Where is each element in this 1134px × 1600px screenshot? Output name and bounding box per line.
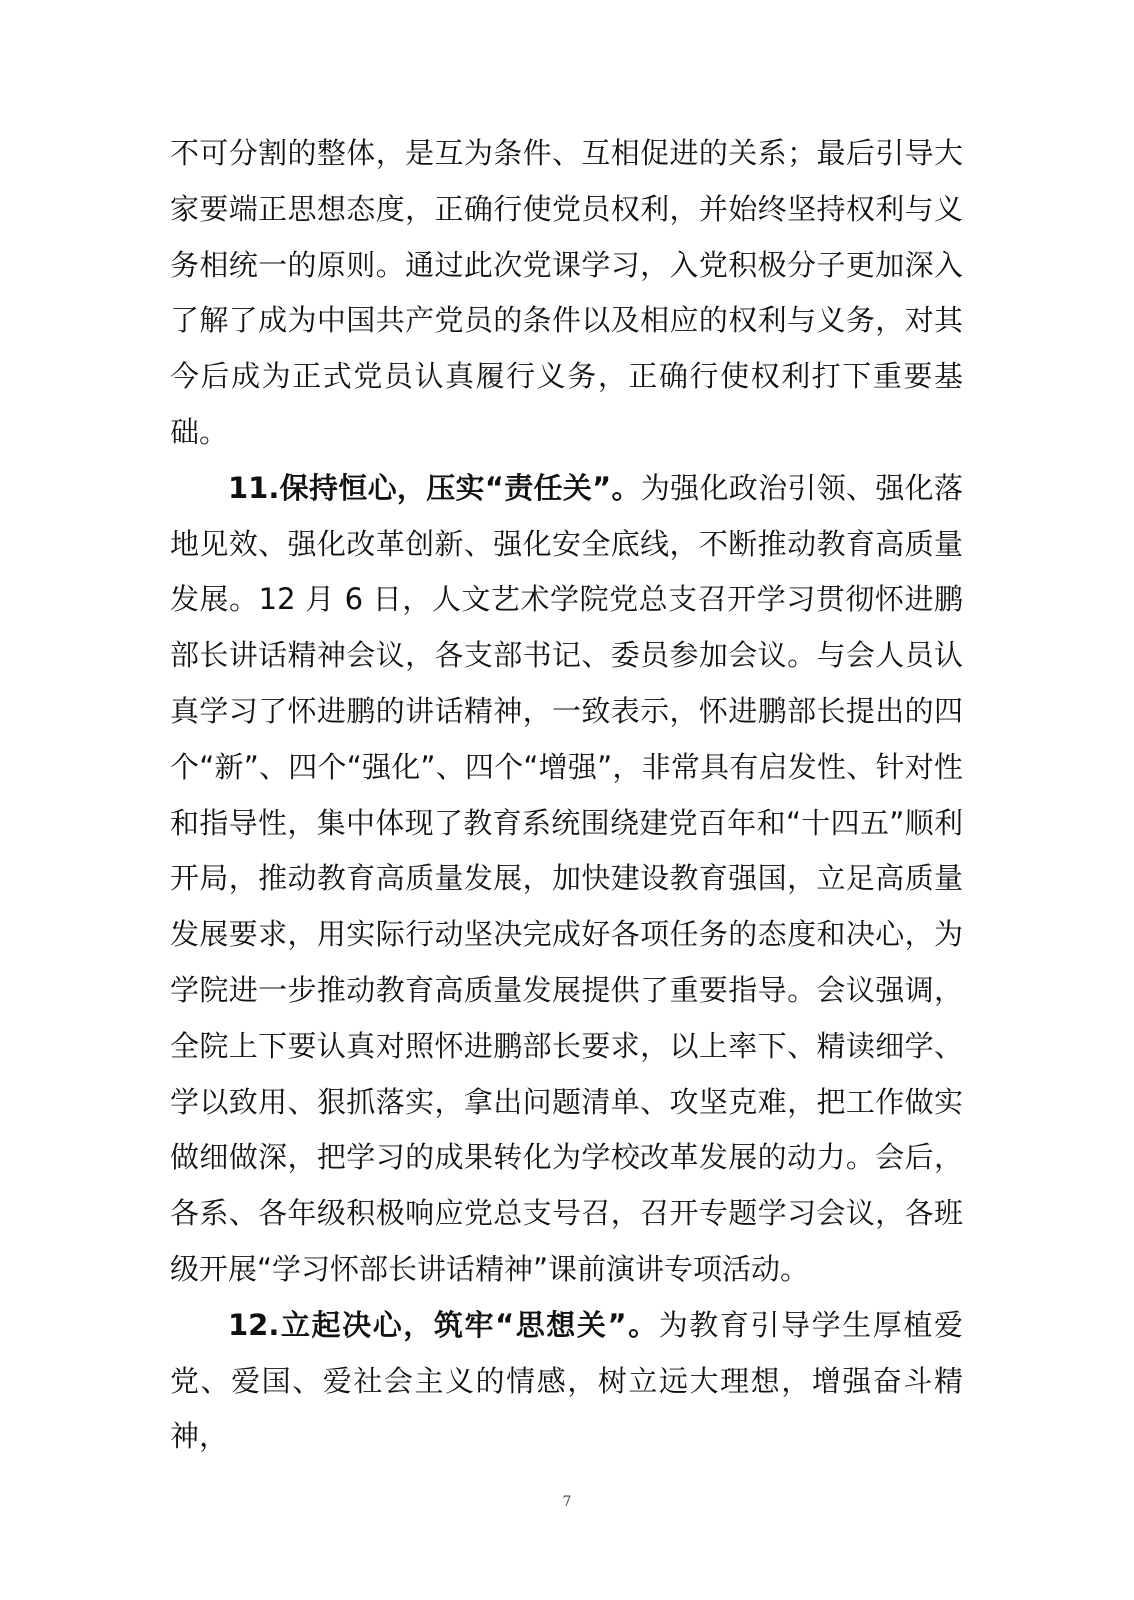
section-12-paragraph	[170, 1298, 963, 1465]
section-11-heading: 11.保持恒心，压实“责任关”。	[228, 470, 641, 505]
paragraph-continued: 不可分割的整体，是互为条件、互相促进的关系；最后引导大家要端正思想态度，正确行使党员权利，并始终坚持权利与义务相统一的原则。通过此次党课学习，入党积极分子更加深入了解了成为中国共产党员的条件以及相应的权利与义务，对其今后成为正式党员认真履行义务，正确行使权利打下重要基础。	[170, 136, 963, 449]
page-number: 7	[562, 1494, 572, 1510]
section-12-body: 为教育引导学生厚植爱党、爱国、爱社会主义的情感，树立远大理想，增强奋斗精神，	[170, 1307, 963, 1454]
section-12-heading: 12.立起决心，筑牢“思想关”。	[228, 1307, 659, 1342]
document-body	[170, 126, 963, 1465]
section-11-body: 为强化政治引领、强化落地见效、强化改革创新、强化安全底线，不断推动教育高质量发展。12 月 6 日，人文艺术学院党总支召开学习贯彻怀进鹏部长讲话精神会议，各支部书记、委员参加会议。与会人员认真学习了怀进鹏的讲话精神，一致表示，怀进鹏部长提出的四个“新”、四个“强化”、四个“增强”，非常具有启发性、针对性和指导性，集中体现了教育系统围绕建党百年和“十四五”顺利开局，推动教育高质量发展，加快建设教育强国，立足高质量发展要求，用实际行动坚决完成好各项任务的态度和决心，为学院进一步推动教育高质量发展提供了重要指导。会议强调，全院上下要认真对照怀进鹏部长要求，以上率下、精读细学、学以致用、狠抓落实，拿出问题清单、攻坚克难，把工作做实做细做深，把学习的成果转化为学校改革发展的动力。会后，各系、各年级积极响应党总支号召，召开专题学习会议，各班级开展“学习怀部长讲话精神”课前演讲专项活动。	[170, 470, 963, 1286]
section-11-paragraph	[170, 461, 963, 1298]
